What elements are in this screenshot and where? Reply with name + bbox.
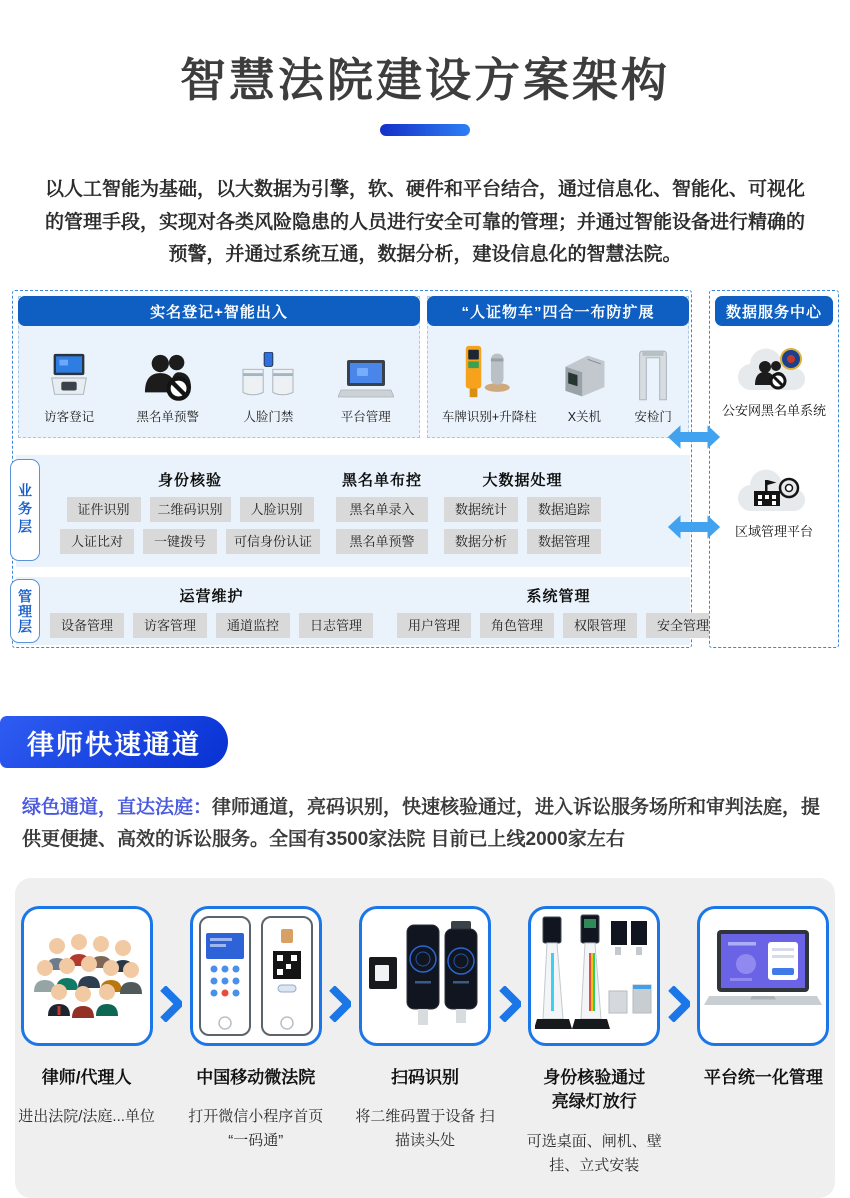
group-big-data	[444, 469, 601, 554]
group-title: 系统管理	[526, 587, 591, 605]
lawyer-description	[22, 792, 828, 856]
device-item-visitor-registration	[44, 352, 94, 433]
feature-chip: 证件识别	[67, 497, 141, 522]
verification-kiosk-icon	[535, 913, 653, 1039]
management-layer-tab: 管理层	[10, 579, 40, 643]
flow-step-title: 身份核验通过亮绿灯放行	[543, 1067, 646, 1112]
chip-row	[444, 529, 601, 554]
data-exchange-arrow-top	[667, 424, 721, 450]
security-door-icon	[632, 348, 674, 402]
flow-arrow-icon	[329, 986, 351, 1022]
feature-chip: 数据分析	[444, 529, 518, 554]
laptop-icon	[338, 358, 394, 402]
chip-row	[50, 613, 373, 638]
registration-access-items	[19, 325, 419, 433]
flow-step-lawyers	[15, 906, 158, 1198]
group-title: 身份核验	[158, 471, 223, 489]
xray-machine-icon	[556, 350, 612, 402]
title-underline	[380, 124, 470, 136]
chip-row	[444, 497, 601, 522]
feature-chip: 设备管理	[50, 613, 124, 638]
registration-access-box	[18, 296, 420, 438]
group-title: 运营维护	[179, 587, 244, 605]
chip-row	[336, 529, 428, 554]
feature-chip: 一键拨号	[143, 529, 217, 554]
wechat-mini-court-phones-icon	[198, 913, 314, 1039]
feature-chip: 用户管理	[397, 613, 471, 638]
business-layer-panel	[16, 455, 690, 567]
architecture-main-box	[12, 290, 709, 648]
lawyer-body-text: 律师通道，亮码识别，快速核验通过，进入诉讼服务场所和审判法庭，提供更便捷、高效的诉讼服务。全国有3500家法院 目前已上线2000家左右	[22, 797, 821, 850]
feature-chip: 角色管理	[480, 613, 554, 638]
device-item-face-gate	[241, 352, 295, 433]
feature-chip: 通道监控	[216, 613, 290, 638]
group-title: 黑名单布控	[342, 471, 423, 489]
flow-arrow-icon	[160, 986, 182, 1022]
feature-chip: 二维码识别	[150, 497, 231, 522]
flow-step-title: 中国移动微法院	[196, 1067, 316, 1087]
flow-step-verification	[523, 906, 666, 1198]
device-item-platform-management	[338, 358, 394, 433]
flow-step-desc: 将二维码置于设备 扫描读头处	[355, 1108, 495, 1150]
device-label: X关机	[567, 410, 602, 425]
feature-chip: 权限管理	[563, 613, 637, 638]
lawyer-channel-badge: 律师快速通道	[0, 716, 228, 768]
feature-chip: 日志管理	[299, 613, 373, 638]
flow-step-title: 扫码识别	[391, 1067, 459, 1087]
device-item-blacklist-warning	[137, 352, 200, 433]
device-item-xray-machine	[556, 350, 612, 433]
device-item-security-door	[632, 348, 674, 433]
group-identity-verification	[60, 469, 320, 554]
flow-card-platform	[697, 906, 829, 1046]
flow-step-mini-court	[184, 906, 327, 1198]
feature-chip: 可信身份认证	[226, 529, 320, 554]
cloud-region-platform-icon	[732, 461, 816, 519]
device-item-plate-bollard	[442, 344, 537, 433]
feature-chip: 黑名单预警	[336, 529, 428, 554]
flow-arrow-icon	[668, 986, 690, 1022]
flow-arrow-icon	[499, 986, 521, 1022]
device-label: 安检门	[634, 410, 672, 425]
device-label: 平台管理	[340, 410, 391, 425]
flow-step-desc: 可选桌面、闸机、壁挂、立式安装	[526, 1133, 662, 1175]
blacklist-warning-icon	[141, 352, 195, 402]
lawyer-lead-text: 绿色通道，直达法庭：	[22, 797, 213, 819]
group-title: 大数据处理	[482, 471, 563, 489]
flow-card-scan-code	[359, 906, 491, 1046]
data-exchange-arrow-bottom	[667, 514, 721, 540]
face-gate-icon	[241, 352, 295, 402]
lawyers-crowd-icon	[31, 926, 143, 1026]
architecture-diagram	[0, 290, 850, 652]
chip-row	[397, 613, 720, 638]
flow-step-scan-code	[353, 906, 496, 1198]
device-label: 访客登记	[44, 410, 95, 425]
flow-step-desc: 进出法院/法庭...单位	[18, 1108, 155, 1126]
feature-chip: 数据统计	[444, 497, 518, 522]
registration-access-header: 实名登记+智能出入	[18, 296, 420, 326]
management-laptop-icon	[704, 928, 822, 1024]
feature-chip: 数据管理	[527, 529, 601, 554]
flow-step-title: 律师/代理人	[41, 1067, 132, 1087]
chip-row	[336, 497, 428, 522]
feature-chip: 人证比对	[60, 529, 134, 554]
feature-chip: 访客管理	[133, 613, 207, 638]
intro-paragraph: 以人工智能为基础，以大数据为引擎，软、硬件和平台结合，通过信息化、智能化、可视化的管理手段，实现对各类风险隐患的人员进行安全可靠的管理；并通过智能设备进行精确的预警，并通过系统互通，数据分析，建设信息化的智慧法院。	[44, 179, 805, 266]
flow-step-platform	[692, 906, 835, 1198]
cloud-item-police-blacklist	[722, 340, 826, 419]
flow-step-title: 平台统一化管理	[703, 1067, 823, 1087]
group-blacklist-control	[336, 469, 428, 554]
chip-row	[60, 529, 320, 554]
flow-card-mini-court	[190, 906, 322, 1046]
chip-row	[67, 497, 314, 522]
four-in-one-defense-box	[427, 296, 689, 438]
visitor-terminal-icon	[44, 352, 94, 402]
device-label: 黑名单预警	[136, 410, 200, 425]
qr-scanner-devices-icon	[367, 915, 483, 1037]
management-layer-panel	[16, 577, 709, 645]
flow-card-lawyers	[21, 906, 153, 1046]
cloud-item-region-platform	[732, 461, 816, 540]
group-system-management	[397, 585, 720, 638]
cloud-label: 区域管理平台	[734, 524, 813, 540]
device-label: 人脸门禁	[243, 410, 294, 425]
feature-chip: 安全管理	[646, 613, 720, 638]
cloud-police-blacklist-icon	[732, 340, 816, 398]
plate-recognition-bollard-icon	[458, 344, 520, 402]
device-label: 车牌识别+升降柱	[441, 410, 537, 425]
cloud-label: 公安网黑名单系统	[721, 403, 826, 419]
group-operation-maintenance	[50, 585, 373, 638]
data-service-panel	[709, 290, 839, 648]
data-service-header: 数据服务中心	[715, 296, 833, 326]
page-title: 智慧法院建设方案架构	[180, 54, 670, 106]
feature-chip: 黑名单录入	[336, 497, 428, 522]
flow-step-desc: 打开微信小程序首页 “一码通”	[188, 1108, 324, 1150]
four-in-one-defense-items	[428, 325, 688, 433]
feature-chip: 数据追踪	[527, 497, 601, 522]
business-layer-tab: 业务层	[10, 459, 40, 561]
four-in-one-defense-header: “人证物车”四合一布防扩展	[427, 296, 689, 326]
feature-chip: 人脸识别	[240, 497, 314, 522]
lawyer-flow-panel	[15, 878, 835, 1198]
flow-card-verification	[528, 906, 660, 1046]
